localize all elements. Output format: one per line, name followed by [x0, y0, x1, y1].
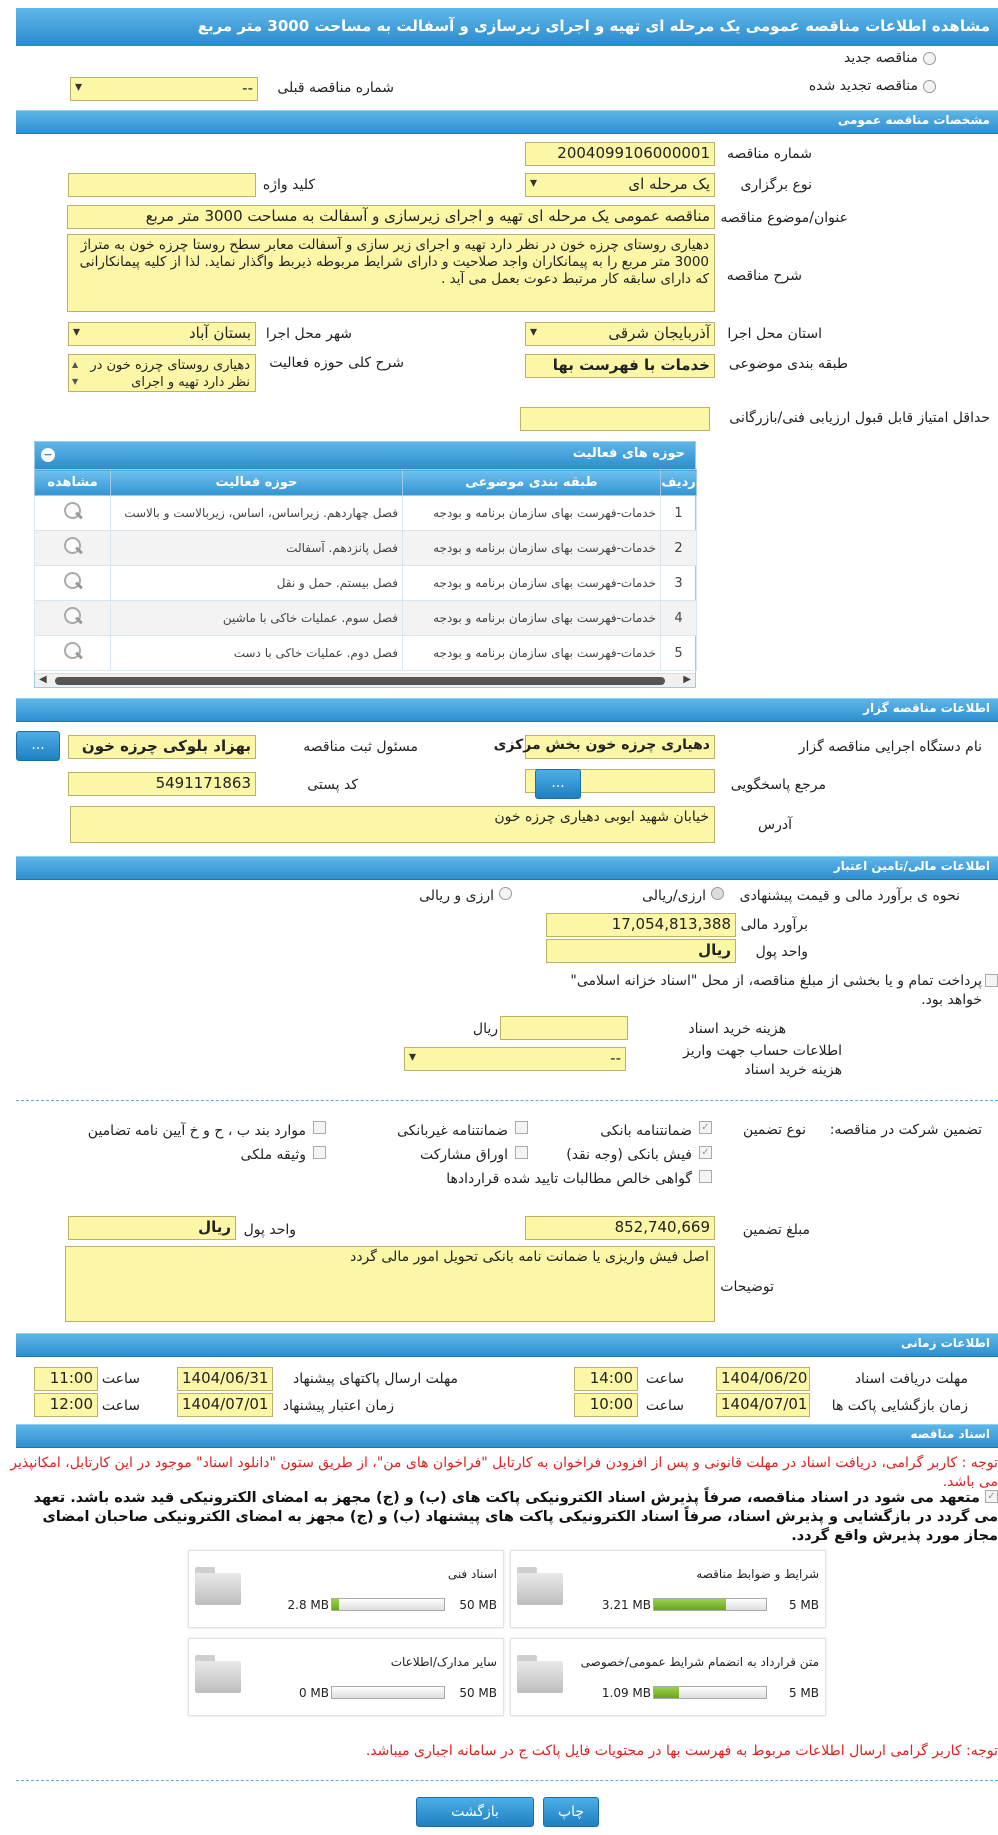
send-deadline-time: 11:00	[34, 1367, 98, 1391]
column-header[interactable]: ردیف	[661, 470, 697, 496]
address-label: آدرس	[758, 817, 792, 833]
time-label: ساعت	[101, 1398, 140, 1414]
responsible-label: مسئول ثبت مناقصه	[303, 739, 418, 755]
file-max-size: 5 MB	[788, 1686, 819, 1700]
tender-type-select[interactable]	[525, 173, 715, 197]
bank-guarantee-checkbox[interactable]: ✓	[699, 1121, 712, 1134]
new-tender-radio[interactable]	[923, 52, 936, 65]
tender-number-field: 2004099106000001	[525, 142, 715, 166]
upload-progress-bar	[653, 1686, 767, 1699]
print-button[interactable]: چاپ	[543, 1797, 599, 1827]
view-magnifier-icon[interactable]	[62, 606, 84, 626]
doc-fee-label: هزینه خرید اسناد	[688, 1021, 786, 1037]
fx-radio[interactable]	[499, 887, 512, 900]
file-title: متن قرارداد به انضمام شرایط عمومی/خصوصی	[580, 1655, 819, 1669]
guarantee-notes-label: توضیحات	[720, 1279, 774, 1295]
receivables-label: گواهی خالص مطالبات تایید شده قراردادها	[446, 1171, 692, 1187]
rial-option-label: ارزی/ریالی	[642, 888, 706, 904]
upload-progress-bar	[331, 1686, 445, 1699]
send-deadline-date: 1404/06/31	[177, 1367, 273, 1391]
property-label: وثیقه ملکی	[240, 1147, 306, 1163]
scroll-down-icon[interactable]: ▼	[72, 377, 79, 386]
scrollbar-thumb[interactable]	[55, 677, 665, 685]
opening-date: 1404/07/01	[716, 1393, 810, 1417]
folder-icon	[195, 1653, 243, 1693]
collapse-icon[interactable]: −	[41, 448, 55, 462]
view-magnifier-icon[interactable]	[62, 501, 84, 521]
file-title: سایر مدارک/اطلاعات	[390, 1655, 497, 1669]
file-max-size: 50 MB	[459, 1686, 497, 1700]
documents-section-header: اسناد مناقصه	[16, 1424, 998, 1448]
column-header[interactable]: حوزه فعالیت	[111, 470, 403, 496]
time-label: ساعت	[101, 1371, 140, 1387]
property-checkbox[interactable]	[313, 1146, 326, 1159]
file-box[interactable]	[510, 1550, 826, 1628]
treasury-checkbox[interactable]	[985, 974, 998, 987]
account-value: --	[610, 1049, 621, 1067]
file-size: 0 MB	[298, 1686, 329, 1700]
row-area: فصل چهاردهم. زیراساس، اساس، زیربالاست و بالاست	[111, 496, 403, 531]
guarantee-notes-textarea: اصل فیش واریزی یا ضمانت نامه بانکی تحویل امور مالی گردد	[65, 1246, 715, 1322]
upload-progress-bar	[331, 1598, 445, 1611]
row-category: خدمات-فهرست بهای سازمان برنامه و بودجه	[403, 496, 661, 531]
row-category: خدمات-فهرست بهای سازمان برنامه و بودجه	[403, 566, 661, 601]
responsible-field: بهزاد بلوکی چرزه خون	[68, 735, 256, 759]
cash-receipt-checkbox[interactable]: ✓	[699, 1146, 712, 1159]
organizer-section-header: اطلاعات مناقصه گزار	[16, 698, 998, 722]
fx-option-label: ارزی و ریالی	[419, 888, 494, 904]
doc-receive-label: مهلت دریافت اسناد	[854, 1371, 968, 1387]
back-button[interactable]: بازگشت	[416, 1797, 534, 1827]
general-section-header: مشخصات مناقصه عمومی	[16, 110, 998, 134]
city-select[interactable]	[68, 322, 256, 346]
doc-fee-field	[500, 1016, 628, 1040]
prev-number-value: --	[242, 79, 253, 97]
page-title: مشاهده اطلاعات مناقصه عمومی یک مرحله ای تهیه و اجرای زیرسازی و آسفالت به مساحت 3000 متر مربع	[16, 8, 998, 46]
reference-select-button[interactable]: ...	[535, 769, 581, 799]
activity-grid-header	[35, 442, 695, 469]
clause-checkbox[interactable]	[313, 1121, 326, 1134]
city-label: شهر محل اجرا	[265, 326, 352, 342]
scroll-right-icon[interactable]: ▶	[683, 674, 691, 685]
time-label: ساعت	[645, 1398, 684, 1414]
keyword-label: کلید واژه	[262, 177, 315, 193]
doc-receive-time: 14:00	[574, 1367, 638, 1391]
province-value: آذربایجان شرقی	[608, 324, 710, 342]
file-box[interactable]	[188, 1550, 504, 1628]
file-size: 1.09 MB	[601, 1686, 651, 1700]
scope-textarea	[68, 354, 256, 392]
schedule-section-header: اطلاعات زمانی	[16, 1333, 998, 1357]
guarantee-amount-label: مبلغ تضمین	[742, 1222, 810, 1238]
opening-label: زمان بازگشایی پاکت ها	[831, 1398, 968, 1414]
province-select[interactable]	[525, 322, 715, 346]
activity-grid-title: حوزه های فعالیت	[572, 446, 685, 461]
postal-code-label: کد پستی	[307, 777, 358, 793]
validity-label: زمان اعتبار پیشنهاد	[282, 1398, 394, 1414]
progress-fill	[332, 1599, 339, 1610]
table-row	[35, 496, 697, 531]
validity-date: 1404/07/01	[177, 1393, 273, 1417]
subject-label: عنوان/موضوع مناقصه	[720, 210, 848, 226]
postal-code-field: 5491171863	[68, 772, 256, 796]
column-header[interactable]: مشاهده	[35, 470, 111, 496]
row-area: فصل دوم. عملیات خاکی با دست	[111, 636, 403, 671]
guarantee-currency-label: واحد پول	[243, 1222, 296, 1238]
min-score-label: حداقل امتیاز قابل قبول ارزیابی فنی/بازرگانی	[729, 410, 990, 426]
tender-number-label: شماره مناقصه	[727, 146, 812, 162]
activity-table	[34, 469, 697, 671]
responsible-more-button[interactable]: ...	[16, 731, 60, 761]
doc-receive-date: 1404/06/20	[716, 1367, 810, 1391]
row-category: خدمات-فهرست بهای سازمان برنامه و بودجه	[403, 601, 661, 636]
file-title: اسناد فنی	[447, 1567, 497, 1581]
folder-icon	[517, 1565, 565, 1605]
view-magnifier-icon[interactable]	[62, 536, 84, 556]
documents-notice: توجه : کاربر گرامی، دریافت اسناد در مهلت قانونی و پس از افزودن فراخوان به کارتابل "فراخوان های من"، از طریق ستون "دانلود اسناد" موجود در این کارتابل، امکانپذیر می باشد.	[10, 1455, 998, 1490]
scope-value: دهیاری روستای چرزه خون در نظر دارد تهیه و اجرای	[90, 358, 250, 390]
organizer-label: نام دستگاه اجرایی مناقصه گزار	[798, 739, 982, 755]
address-textarea: خیابان شهید ایوبی دهیاری چرزه خون	[70, 806, 715, 843]
category-field: خدمات با فهرست بها	[525, 354, 715, 378]
progress-fill	[654, 1599, 726, 1610]
estimate-method-label: نحوه ی برآورد مالی و قیمت پیشنهادی	[739, 888, 960, 904]
receivables-checkbox[interactable]	[699, 1170, 712, 1183]
row-area: فصل سوم. عملیات خاکی با ماشین	[111, 601, 403, 636]
commitment-checkbox[interactable]: ✓	[985, 1490, 998, 1503]
participation-guarantee-label: تضمین شرکت در مناقصه:	[829, 1122, 982, 1138]
scroll-left-icon[interactable]: ◀	[39, 674, 47, 685]
commitment-text: متعهد می شود در اسناد مناقصه، صرفاً پذیرش اسناد الکترونیکی پاکت های (ب) و (ج) مجهز به امضای الکترونیکی قید شده باشد. تعهد می گردد در بازگشایی و پذیرش اسناد، صرفاً اسناد الکترونیکی پاکت های پیشنهاد (ب) و (ج) مجهز به امضای الکترونیکی صاحبان امضای مجاز مورد پذیرش واقع گردد.	[33, 1490, 998, 1544]
non-bank-guarantee-label: ضمانتنامه غیربانکی	[396, 1123, 508, 1139]
tender-type-value: یک مرحله ای	[628, 175, 710, 193]
prev-number-select[interactable]	[70, 77, 258, 101]
file-box[interactable]	[510, 1638, 826, 1716]
send-deadline-label: مهلت ارسال پاکتهای پیشنهاد	[292, 1371, 458, 1387]
row-area: فصل پانزدهم. آسفالت	[111, 531, 403, 566]
subject-field: مناقصه عمومی یک مرحله ای تهیه و اجرای زیرسازی و آسفالت به مساحت 3000 متر مربع	[67, 205, 715, 229]
tender-type-label: نوع برگزاری	[740, 177, 812, 193]
clause-label: موارد بند ب ، ح و خ آیین نامه تضامین	[87, 1123, 306, 1139]
currency-label: واحد پول	[755, 944, 808, 960]
divider	[16, 1100, 998, 1101]
bonds-label: اوراق مشارکت	[419, 1147, 508, 1163]
file-size: 3.21 MB	[601, 1598, 651, 1612]
horizontal-scrollbar[interactable]	[35, 673, 695, 687]
estimate-label: برآورد مالی	[740, 917, 808, 933]
table-row	[35, 636, 697, 671]
rial-radio[interactable]	[711, 887, 724, 900]
table-row	[35, 566, 697, 601]
description-label: شرح مناقصه	[726, 268, 802, 284]
renewed-tender-radio[interactable]	[923, 80, 936, 93]
min-score-field	[520, 407, 710, 431]
renewed-tender-label: مناقصه تجدید شده	[808, 78, 918, 94]
file-box[interactable]	[188, 1638, 504, 1716]
row-area: فصل بیستم. حمل و نقل	[111, 566, 403, 601]
new-tender-label: مناقصه جدید	[843, 50, 918, 66]
city-value: بستان آباد	[188, 324, 251, 342]
row-number: 3	[661, 566, 697, 601]
category-label: طبقه بندی موضوعی	[728, 356, 848, 372]
estimate-field: 17,054,813,388	[546, 913, 736, 937]
bank-guarantee-label: ضمانتنامه بانکی	[600, 1123, 692, 1139]
description-textarea: دهیاری روستای چرزه خون در نظر دارد تهیه و اجرای زیر سازی و آسفالت معابر سطح روستا چرزه خون به متراژ 3000 متر مربع را به پیمانکاران واجد صلاحیت و دارای شرایط مربوطه ذیربط واگذار نماید. لذا از کلیه پیمانکارانی که دارای سابقه کار مرتبط دعوت بعمل می آید .	[67, 234, 715, 312]
organizer-field: دهیاری چرزه خون بخش مرکزی	[525, 735, 715, 759]
treasury-note: پرداخت تمام و یا بخشی از مبلغ مناقصه، از محل "اسناد خزانه اسلامی" خواهد بود.	[570, 973, 982, 1008]
keyword-input[interactable]	[68, 173, 256, 197]
view-magnifier-icon[interactable]	[62, 571, 84, 591]
reference-label: مرجع پاسخگویی	[730, 777, 826, 793]
file-title: شرایط و ضوابط مناقصه	[696, 1567, 819, 1581]
scroll-up-icon[interactable]: ▲	[72, 360, 79, 369]
non-bank-guarantee-checkbox[interactable]	[515, 1121, 528, 1134]
row-number: 2	[661, 531, 697, 566]
row-number: 1	[661, 496, 697, 531]
prev-number-label: شماره مناقصه قبلی	[277, 80, 394, 96]
guarantee-currency-field: ریال	[68, 1216, 236, 1240]
activity-grid	[34, 441, 696, 688]
bonds-checkbox[interactable]	[515, 1146, 528, 1159]
progress-fill	[654, 1687, 679, 1698]
row-number: 5	[661, 636, 697, 671]
folder-icon	[195, 1565, 243, 1605]
row-category: خدمات-فهرست بهای سازمان برنامه و بودجه	[403, 531, 661, 566]
guarantee-type-label: نوع تضمین	[743, 1122, 806, 1138]
currency-field: ریال	[546, 939, 736, 963]
time-label: ساعت	[645, 1371, 684, 1387]
table-row	[35, 601, 697, 636]
account-select[interactable]	[404, 1047, 626, 1071]
table-row	[35, 531, 697, 566]
file-max-size: 50 MB	[459, 1598, 497, 1612]
account-label: اطلاعات حساب جهت واریز هزینه خرید اسناد	[682, 1043, 842, 1078]
row-category: خدمات-فهرست بهای سازمان برنامه و بودجه	[403, 636, 661, 671]
guarantee-amount-field: 852,740,669	[525, 1216, 715, 1240]
divider	[16, 1780, 998, 1781]
price-list-note: توجه: کاربر گرامی ارسال اطلاعات مربوط به فهرست بها در محتویات فایل پاکت ج در سامانه اجباری میباشد.	[365, 1743, 998, 1759]
folder-icon	[517, 1653, 565, 1693]
province-label: استان محل اجرا	[727, 326, 822, 342]
file-max-size: 5 MB	[788, 1598, 819, 1612]
column-header[interactable]: طبقه بندی موضوعی	[403, 470, 661, 496]
opening-time: 10:00	[574, 1393, 638, 1417]
row-number: 4	[661, 601, 697, 636]
doc-fee-unit: ریال	[472, 1021, 498, 1037]
file-size: 2.8 MB	[287, 1598, 329, 1612]
validity-time: 12:00	[34, 1393, 98, 1417]
cash-receipt-label: فیش بانکی (وجه نقد)	[566, 1147, 692, 1163]
scope-label: شرح کلی حوزه فعالیت	[269, 355, 404, 371]
view-magnifier-icon[interactable]	[62, 641, 84, 661]
upload-progress-bar	[653, 1598, 767, 1611]
finance-section-header: اطلاعات مالی/تامین اعتبار	[16, 856, 998, 880]
